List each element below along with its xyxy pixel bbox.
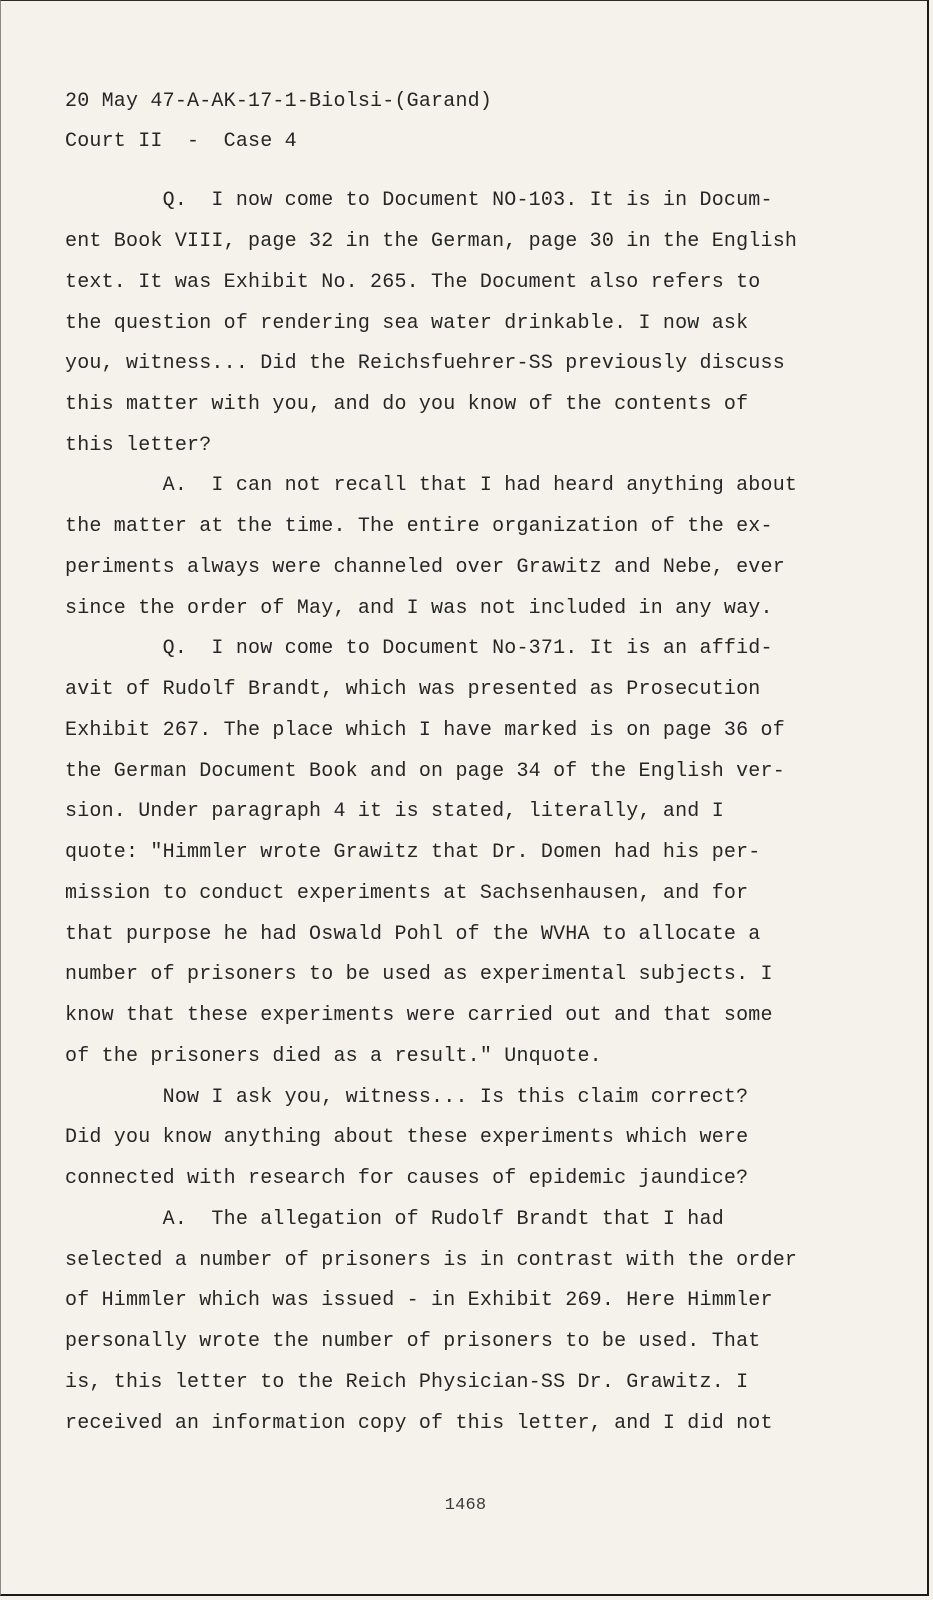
body-line: periments always were channeled over Grawitz and Nebe, ever — [65, 556, 785, 579]
body-line: selected a number of prisoners is in contrast with the order — [65, 1249, 798, 1272]
body-line: this matter with you, and do you know of the contents of — [65, 393, 749, 416]
body-line: quote: "Himmler wrote Grawitz that Dr. Domen had his per- — [65, 841, 761, 864]
body-line: mission to conduct experiments at Sachsenhausen, and for — [65, 882, 749, 905]
body-line: of Himmler which was issued - in Exhibit 269. Here Himmler — [65, 1289, 773, 1312]
body-line: Now I ask you, witness... Is this claim correct? — [65, 1086, 749, 1109]
header-line-date-reporter: 20 May 47-A-AK-17-1-Biolsi-(Garand) — [65, 90, 493, 113]
body-line: connected with research for causes of epidemic jaundice? — [65, 1167, 749, 1190]
body-line: that purpose he had Oswald Pohl of the WVHA to allocate a — [65, 923, 761, 946]
body-line: know that these experiments were carried out and that some — [65, 1004, 773, 1027]
body-line: the matter at the time. The entire organization of the ex- — [65, 515, 773, 538]
body-line: you, witness... Did the Reichsfuehrer-SS previously discuss — [65, 352, 785, 375]
header-line-court-case: Court II - Case 4 — [65, 130, 297, 153]
body-line: received an information copy of this letter, and I did not — [65, 1412, 773, 1435]
body-line: number of prisoners to be used as experimental subjects. I — [65, 963, 773, 986]
body-line: Exhibit 267. The place which I have marked is on page 36 of — [65, 719, 785, 742]
body-line: is, this letter to the Reich Physician-SS Dr. Grawitz. I — [65, 1371, 749, 1394]
body-line: A. I can not recall that I had heard anything about — [65, 474, 798, 497]
body-line: text. It was Exhibit No. 265. The Document also refers to — [65, 271, 761, 294]
body-line: Q. I now come to Document No-371. It is an affid- — [65, 637, 773, 660]
body-line: avit of Rudolf Brandt, which was presented as Prosecution — [65, 678, 761, 701]
body-line: sion. Under paragraph 4 it is stated, literally, and I — [65, 800, 724, 823]
body-line: Did you know anything about these experiments which were — [65, 1126, 749, 1149]
body-line: the German Document Book and on page 34 of the English ver- — [65, 760, 785, 783]
body-line: A. The allegation of Rudolf Brandt that I had — [65, 1208, 724, 1231]
page-number: 1468 — [444, 1496, 487, 1515]
body-line: this letter? — [65, 434, 212, 457]
body-line: of the prisoners died as a result." Unquote. — [65, 1045, 602, 1068]
body-line: ent Book VIII, page 32 in the German, page 30 in the English — [65, 230, 798, 253]
body-line: Q. I now come to Document NO-103. It is in Docum- — [65, 189, 773, 212]
body-line: since the order of May, and I was not included in any way. — [65, 597, 773, 620]
body-line: personally wrote the number of prisoners to be used. That — [65, 1330, 761, 1353]
body-line: the question of rendering sea water drinkable. I now ask — [65, 312, 749, 335]
